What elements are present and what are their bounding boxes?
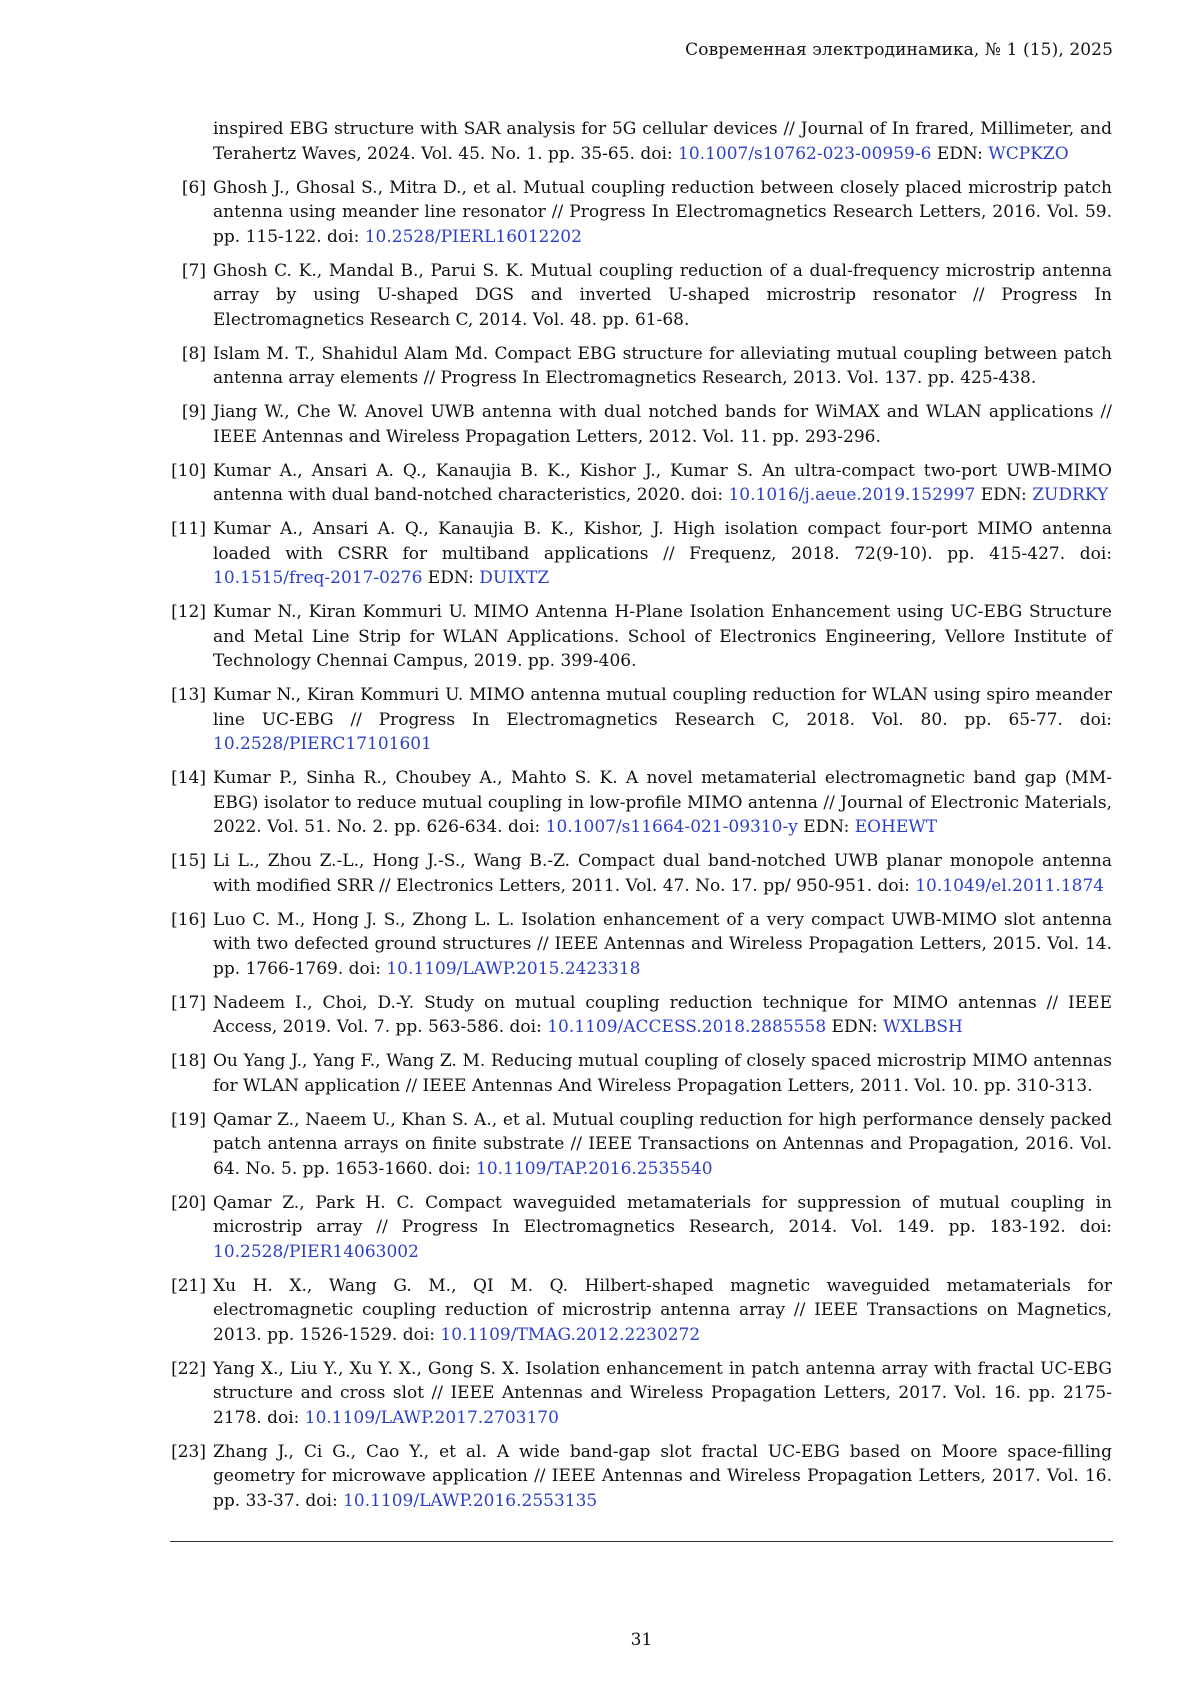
reference-number: [17] (170, 991, 206, 1016)
doi-link[interactable]: 10.1109/LAWP.2017.2703170 (305, 1408, 559, 1428)
edn-link[interactable]: ZUDRKY (1032, 485, 1108, 505)
reference-number: [22] (170, 1357, 206, 1382)
reference-number: [6] (170, 176, 206, 201)
footer-divider (170, 1541, 1113, 1542)
reference-text: Jiang W., Che W. Anovel UWB antenna with dual notched bands for WiMAX and WLAN applications // IEEE Antennas and Wireless Propagation Letters, 2012. Vol. 11. pp. 293-296. (213, 402, 1112, 447)
reference-text: Luo C. M., Hong J. S., Zhong L. L. Isolation enhancement of a very compact UWB-MIMO slot antenna with two defected ground structures // IEEE Antennas and Wireless Propagation Letters, 2015. Vol. 14. pp. 1766-1769. doi: (213, 910, 1112, 979)
doi-link[interactable]: 10.2528/PIERC17101601 (213, 734, 432, 754)
doi-link[interactable]: 10.2528/PIERL16012202 (365, 227, 582, 247)
running-header: Современная электродинамика, № 1 (15), 2025 (685, 40, 1113, 60)
reference-text: Yang X., Liu Y., Xu Y. X., Gong S. X. Isolation enhancement in patch antenna array with fractal UC-EBG structure and cross slot // IEEE Antennas and Wireless Propagation Letters, 2017. Vol. 16. pp. 2175-2178. doi: (213, 1359, 1112, 1428)
reference-item (170, 991, 1112, 1040)
reference-item (170, 908, 1112, 982)
reference-item (170, 117, 1112, 166)
reference-number: [9] (170, 400, 206, 425)
reference-item (170, 1108, 1112, 1182)
edn-label: EDN: (422, 568, 479, 588)
reference-number: [14] (170, 766, 206, 791)
reference-item (170, 1049, 1112, 1098)
reference-number: [10] (170, 459, 206, 484)
reference-number: [11] (170, 517, 206, 542)
edn-link[interactable]: WCPKZO (988, 144, 1068, 164)
reference-item (170, 849, 1112, 898)
reference-list (170, 117, 1112, 1523)
page-number: 31 (0, 1630, 1200, 1650)
doi-link[interactable]: 10.1109/TMAG.2012.2230272 (440, 1325, 700, 1345)
edn-label: EDN: (975, 485, 1032, 505)
reference-text: Kumar P., Sinha R., Choubey A., Mahto S. K. A novel metamaterial electromagnetic band gap (MM-EBG) isolator to reduce mutual coupling in low-profile MIMO antenna // Journal of Electronic Materials, 2022. Vol. 51. No. 2. pp. 626-634. doi: (213, 768, 1112, 837)
reference-item (170, 1274, 1112, 1348)
reference-text: Li L., Zhou Z.-L., Hong J.-S., Wang B.-Z. Compact dual band-notched UWB planar monopole antenna with modified SRR // Electronics Letters, 2011. Vol. 47. No. 17. pp/ 950-951. doi: (213, 851, 1112, 896)
reference-item (170, 600, 1112, 674)
edn-link[interactable]: EOHEWT (855, 817, 937, 837)
reference-text: Kumar N., Kiran Kommuri U. MIMO Antenna H-Plane Isolation Enhancement using UC-EBG Structure and Metal Line Strip for WLAN Applications. School of Electronics Engineering, Vellore Institute of Technology Chennai Campus, 2019. pp. 399-406. (213, 602, 1112, 671)
reference-item (170, 766, 1112, 840)
doi-link[interactable]: 10.1016/j.aeue.2019.152997 (728, 485, 975, 505)
reference-item (170, 1191, 1112, 1265)
reference-item (170, 342, 1112, 391)
reference-number: [21] (170, 1274, 206, 1299)
doi-link[interactable]: 10.1049/el.2011.1874 (915, 876, 1104, 896)
reference-number: [13] (170, 683, 206, 708)
reference-number: [18] (170, 1049, 206, 1074)
reference-item (170, 400, 1112, 449)
reference-number: [19] (170, 1108, 206, 1133)
doi-link[interactable]: 10.1109/ACCESS.2018.2885558 (547, 1017, 826, 1037)
reference-text: Kumar A., Ansari A. Q., Kanaujia B. K., Kishor J., Kumar S. An ultra-compact two-port UWB-MIMO antenna with dual band-notched characteristics, 2020. doi: (213, 461, 1112, 506)
reference-item (170, 1357, 1112, 1431)
reference-number: [15] (170, 849, 206, 874)
reference-item (170, 259, 1112, 333)
reference-text: Qamar Z., Naeem U., Khan S. A., et al. Mutual coupling reduction for high performance densely packed patch antenna arrays on finite substrate // IEEE Transactions on Antennas and Propagation, 2016. Vol. 64. No. 5. pp. 1653-1660. doi: (213, 1110, 1112, 1179)
doi-link[interactable]: 10.1007/s11664-021-09310-y (546, 817, 798, 837)
reference-text: Nadeem I., Choi, D.-Y. Study on mutual coupling reduction technique for MIMO antennas // IEEE Access, 2019. Vol. 7. pp. 563-586. doi: (213, 993, 1112, 1038)
reference-number: [8] (170, 342, 206, 367)
reference-text: inspired EBG structure with SAR analysis for 5G cellular devices // Journal of In frared, Millimeter, and Terahertz Waves, 2024. Vol. 45. No. 1. pp. 35-65. doi: (213, 119, 1112, 164)
reference-item (170, 517, 1112, 591)
reference-item (170, 459, 1112, 508)
doi-link[interactable]: 10.1109/LAWP.2016.2553135 (343, 1491, 597, 1511)
edn-label: EDN: (826, 1017, 883, 1037)
edn-label: EDN: (798, 817, 855, 837)
reference-text: Kumar N., Kiran Kommuri U. MIMO antenna mutual coupling reduction for WLAN using spiro meander line UC-EBG // Progress In Electromagnetics Research C, 2018. Vol. 80. pp. 65-77. doi: (213, 685, 1112, 730)
reference-number: [12] (170, 600, 206, 625)
doi-link[interactable]: 10.1515/freq-2017-0276 (213, 568, 422, 588)
reference-item (170, 176, 1112, 250)
reference-item (170, 683, 1112, 757)
edn-link[interactable]: DUIXTZ (479, 568, 549, 588)
reference-text: Islam M. T., Shahidul Alam Md. Compact EBG structure for alleviating mutual coupling between patch antenna array elements // Progress In Electromagnetics Research, 2013. Vol. 137. pp. 425-438. (213, 344, 1112, 389)
reference-text: Ou Yang J., Yang F., Wang Z. M. Reducing mutual coupling of closely spaced microstrip MIMO antennas for WLAN application // IEEE Antennas And Wireless Propagation Letters, 2011. Vol. 10. pp. 310-313. (213, 1051, 1112, 1096)
doi-link[interactable]: 10.1109/TAP.2016.2535540 (476, 1159, 713, 1179)
reference-text: Ghosh C. K., Mandal B., Parui S. K. Mutual coupling reduction of a dual-frequency microstrip antenna array by using U-shaped DGS and inverted U-shaped microstrip resonator // Progress In Electromagnetics Research C, 2014. Vol. 48. pp. 61-68. (213, 261, 1112, 330)
edn-label: EDN: (931, 144, 988, 164)
doi-link[interactable]: 10.2528/PIER14063002 (213, 1242, 419, 1262)
edn-link[interactable]: WXLBSH (883, 1017, 963, 1037)
reference-text: Qamar Z., Park H. C. Compact waveguided metamaterials for suppression of mutual coupling in microstrip array // Progress In Electromagnetics Research, 2014. Vol. 149. pp. 183-192. doi: (213, 1193, 1112, 1238)
reference-text: Xu H. X., Wang G. M., QI M. Q. Hilbert-shaped magnetic waveguided metamaterials for electromagnetic coupling reduction of microstrip antenna array // IEEE Transactions on Magnetics, 2013. pp. 1526-1529. doi: (213, 1276, 1112, 1345)
doi-link[interactable]: 10.1109/LAWP.2015.2423318 (386, 959, 640, 979)
reference-number: [20] (170, 1191, 206, 1216)
reference-number: [7] (170, 259, 206, 284)
reference-text: Kumar A., Ansari A. Q., Kanaujia B. K., Kishor, J. High isolation compact four-port MIMO antenna loaded with CSRR for multiband applications // Frequenz, 2018. 72(9-10). pp. 415-427. doi: (213, 519, 1112, 564)
reference-text: Ghosh J., Ghosal S., Mitra D., et al. Mutual coupling reduction between closely placed microstrip patch antenna using meander line resonator // Progress In Electromagnetics Research Letters, 2016. Vol. 59. pp. 115-122. doi: (213, 178, 1112, 247)
reference-item (170, 1440, 1112, 1514)
reference-text: Zhang J., Ci G., Cao Y., et al. A wide band-gap slot fractal UC-EBG based on Moore space-filling geometry for microwave application // IEEE Antennas and Wireless Propagation Letters, 2017. Vol. 16. pp. 33-37. doi: (213, 1442, 1112, 1511)
reference-number: [16] (170, 908, 206, 933)
doi-link[interactable]: 10.1007/s10762-023-00959-6 (678, 144, 931, 164)
reference-number: [23] (170, 1440, 206, 1465)
